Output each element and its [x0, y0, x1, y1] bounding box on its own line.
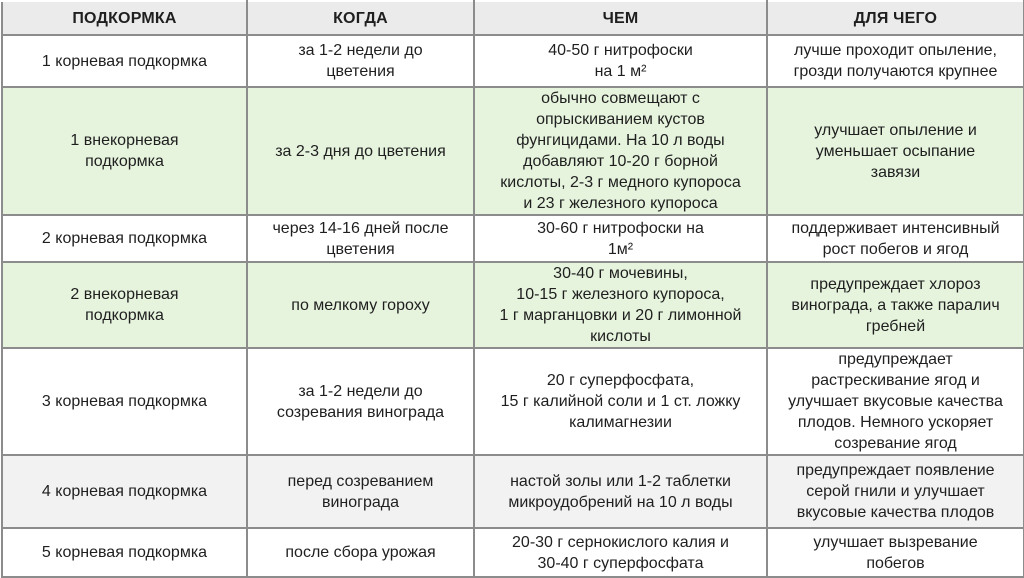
cell-what: 20-30 г сернокислого калия и 30-40 г суперфосфата: [474, 528, 767, 577]
table-row: [2, 348, 1024, 455]
header-what: ЧЕМ: [474, 1, 767, 35]
table-row: [2, 528, 1024, 577]
table-row: [2, 215, 1024, 262]
cell-why: улучшает вызревание побегов: [767, 528, 1024, 577]
cell-what: 40-50 г нитрофоски на 1 м²: [474, 35, 767, 87]
cell-what: 20 г суперфосфата, 15 г калийной соли и 1 ст. ложку калимагнезии: [474, 348, 767, 455]
cell-when: через 14-16 дней после цветения: [247, 215, 474, 262]
cell-what: 30-40 г мочевины, 10-15 г железного купороса, 1 г марганцовки и 20 г лимонной кислоты: [474, 262, 767, 348]
cell-why: предупреждает растрескивание ягод и улучшает вкусовые качества плодов. Немного ускоряет созревание ягод: [767, 348, 1024, 455]
table-row: [2, 87, 1024, 215]
cell-why: улучшает опыление и уменьшает осыпание завязи: [767, 87, 1024, 215]
cell-why: лучше проходит опыление, грозди получаются крупнее: [767, 35, 1024, 87]
table-row: [2, 455, 1024, 528]
cell-what: обычно совмещают с опрыскиванием кустов фунгицидами. На 10 л воды добавляют 10-20 г борной кислоты, 2-3 г медного купороса и 23 г железного купороса: [474, 87, 767, 215]
cell-feeding: 1 внекорневая подкормка: [2, 87, 247, 215]
header-why: ДЛЯ ЧЕГО: [767, 1, 1024, 35]
cell-feeding: 3 корневая подкормка: [2, 348, 247, 455]
cell-feeding: 5 корневая подкормка: [2, 528, 247, 577]
cell-when: по мелкому гороху: [247, 262, 474, 348]
cell-when: за 1-2 недели до цветения: [247, 35, 474, 87]
table-header-row: [2, 1, 1024, 35]
cell-feeding: 4 корневая подкормка: [2, 455, 247, 528]
cell-feeding: 1 корневая подкормка: [2, 35, 247, 87]
cell-why: поддерживает интенсивный рост побегов и ягод: [767, 215, 1024, 262]
header-when: КОГДА: [247, 1, 474, 35]
cell-feeding: 2 корневая подкормка: [2, 215, 247, 262]
cell-why: предупреждает появление серой гнили и улучшает вкусовые качества плодов: [767, 455, 1024, 528]
cell-feeding: 2 внекорневая подкормка: [2, 262, 247, 348]
cell-when: за 1-2 недели до созревания винограда: [247, 348, 474, 455]
table-row: [2, 35, 1024, 87]
cell-what: 30-60 г нитрофоски на 1м²: [474, 215, 767, 262]
feeding-table: [1, 0, 1024, 578]
cell-when: перед созреванием винограда: [247, 455, 474, 528]
header-feeding: ПОДКОРМКА: [2, 1, 247, 35]
cell-what: настой золы или 1-2 таблетки микроудобрений на 10 л воды: [474, 455, 767, 528]
cell-when: за 2-3 дня до цветения: [247, 87, 474, 215]
cell-why: предупреждает хлороз винограда, а также паралич гребней: [767, 262, 1024, 348]
table-row: [2, 262, 1024, 348]
cell-when: после сбора урожая: [247, 528, 474, 577]
